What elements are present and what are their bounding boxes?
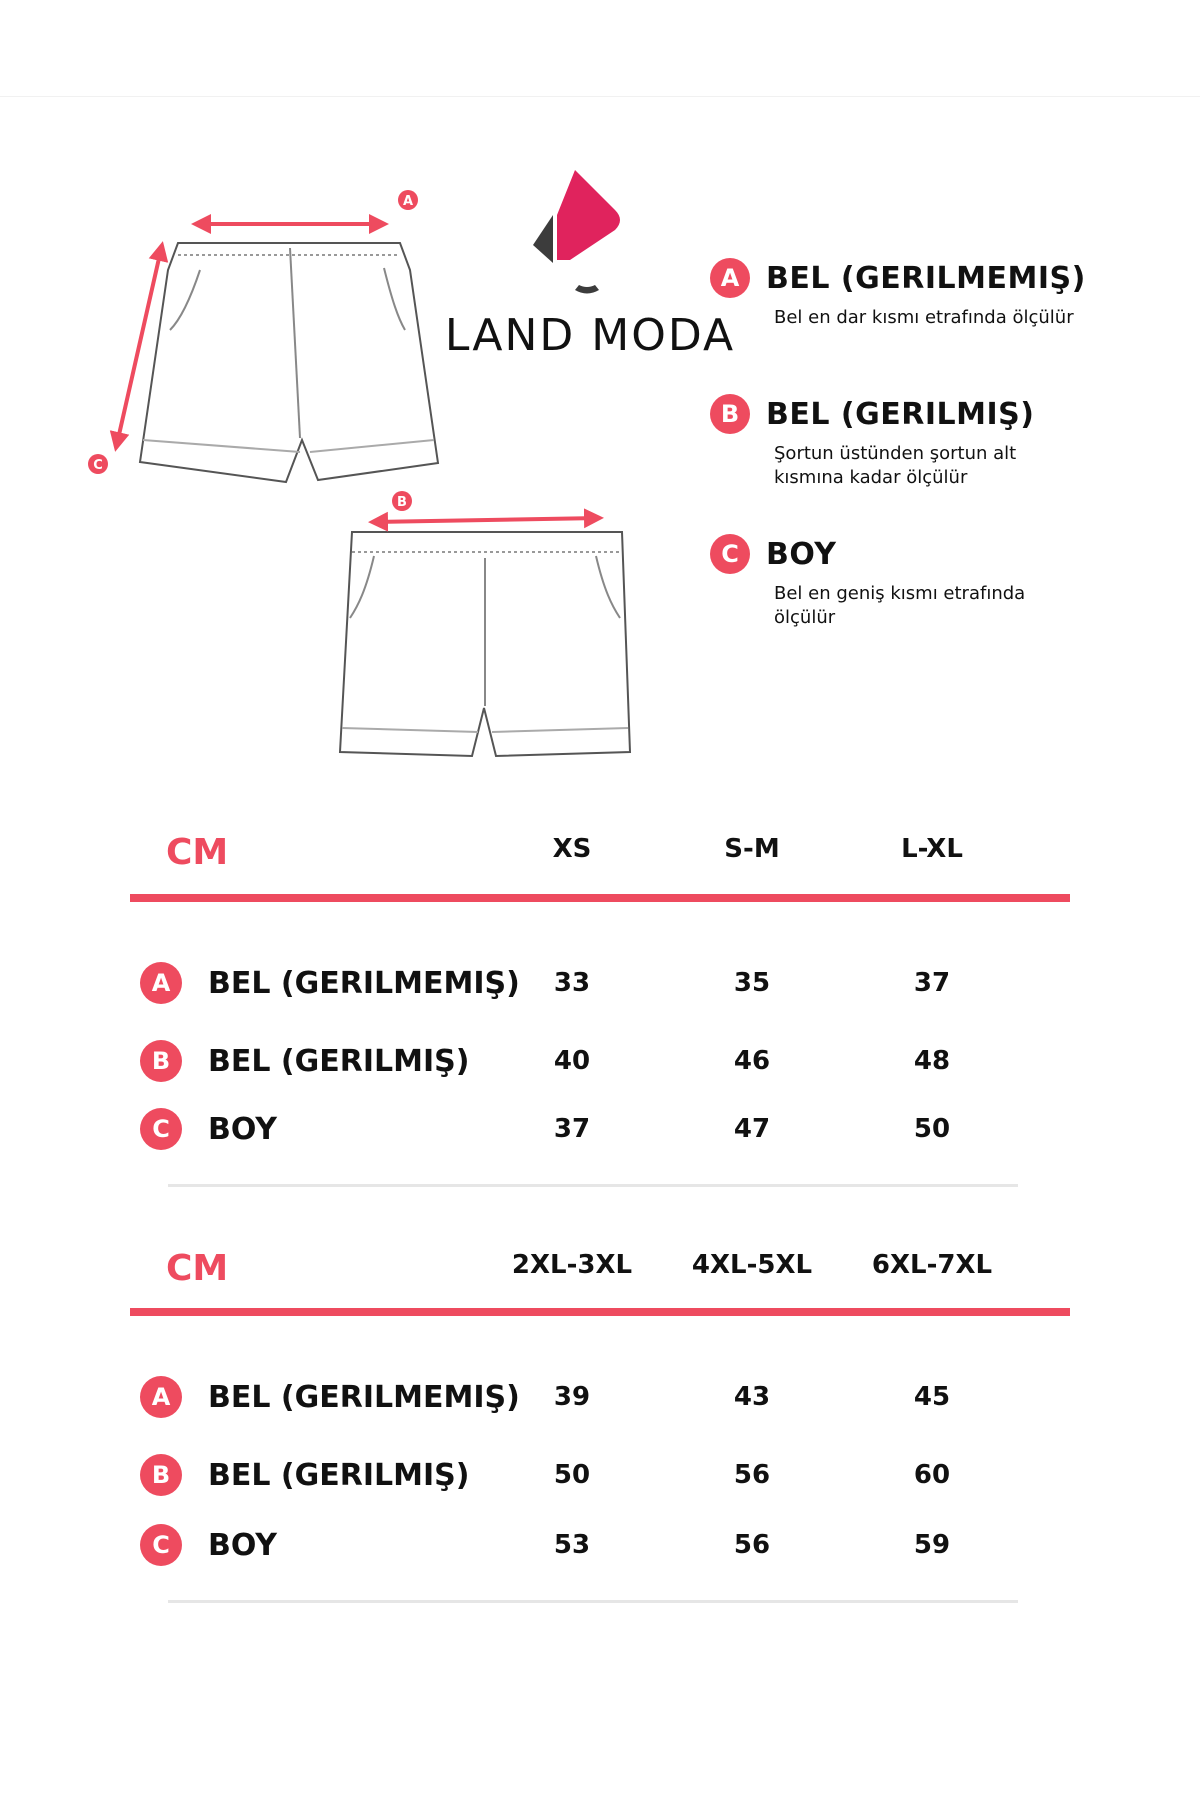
brand-logo-mark [515,165,655,305]
table-row [140,1372,1070,1420]
row-badge: A [140,962,182,1004]
cell-value: 46 [733,1046,771,1076]
legend-badge-c: C [710,534,750,574]
unit-label: CM [166,832,229,873]
cell-value: 40 [553,1046,591,1076]
row-label: BEL (GERILMIŞ) [208,1044,470,1079]
row-badge: C [140,1524,182,1566]
cell-value: 43 [733,1382,771,1412]
marker-b-badge [392,491,412,511]
marker-a-badge [398,190,418,210]
row-badge: A [140,1376,182,1418]
row-badge: B [140,1454,182,1496]
cell-value: 48 [913,1046,951,1076]
table-row [140,958,1070,1006]
unit-label: CM [166,1248,229,1289]
row-label: BEL (GERILMEMIŞ) [208,966,520,1001]
size-header: 2XL-3XL [511,1250,633,1280]
brand-logo [425,165,755,375]
header-rule [130,1308,1070,1316]
table-divider [168,1600,1018,1603]
cell-value: 33 [553,968,591,998]
header-rule [130,894,1070,902]
legend-item-a [710,258,1130,330]
size-header: S-M [724,834,780,864]
cell-value: 37 [553,1114,591,1144]
row-badge: B [140,1040,182,1082]
table-row [140,1104,1070,1152]
size-table-1 [130,820,1070,1200]
cell-value: 37 [913,968,951,998]
shorts-front-outline [140,243,438,482]
cell-value: 56 [733,1530,771,1560]
cell-value: 59 [913,1530,951,1560]
legend-title-b: BEL (GERILMIŞ) [766,396,1035,432]
legend-badge-a: A [710,258,750,298]
brand-name: LAND MODA [444,310,736,361]
arrow-b [372,518,600,522]
cell-value: 50 [913,1114,951,1144]
row-label: BEL (GERILMIŞ) [208,1458,470,1493]
legend-title-a: BEL (GERILMEMIŞ) [766,260,1086,296]
cell-value: 50 [553,1460,591,1490]
table-row [140,1450,1070,1498]
legend-item-b [710,394,1130,490]
marker-b-letter: B [397,495,407,510]
cell-value: 56 [733,1460,771,1490]
size-header: 4XL-5XL [691,1250,813,1280]
table-row [140,1036,1070,1084]
marker-c-letter: C [93,458,103,473]
row-label: BOY [208,1112,278,1147]
row-label: BOY [208,1528,278,1563]
table-divider [168,1184,1018,1187]
cell-value: 39 [553,1382,591,1412]
size-header: L-XL [901,834,963,864]
cell-value: 45 [913,1382,951,1412]
cell-value: 35 [733,968,771,998]
legend-desc-c: Bel en geniş kısmı etrafında ölçülür [774,583,1026,628]
legend-desc-a: Bel en dar kısmı etrafında ölçülür [774,307,1074,328]
marker-a-letter: A [402,194,414,209]
size-header: 6XL-7XL [871,1250,993,1280]
cell-value: 47 [733,1114,771,1144]
row-badge: C [140,1108,182,1150]
legend-badge-b: B [710,394,750,434]
legend-item-c [710,534,1130,630]
table-row [140,1520,1070,1568]
legend-desc-b: Şortun üstünden şortun alt kısmına kadar ölçülür [774,443,1017,488]
legend-title-c: BOY [766,536,837,572]
row-label: BEL (GERILMEMIŞ) [208,1380,520,1415]
cell-value: 60 [913,1460,951,1490]
shorts-back-outline [340,532,630,756]
size-header: XS [552,834,592,864]
marker-c-badge [88,454,108,474]
size-table-2 [130,1236,1070,1616]
cell-value: 53 [553,1530,591,1560]
